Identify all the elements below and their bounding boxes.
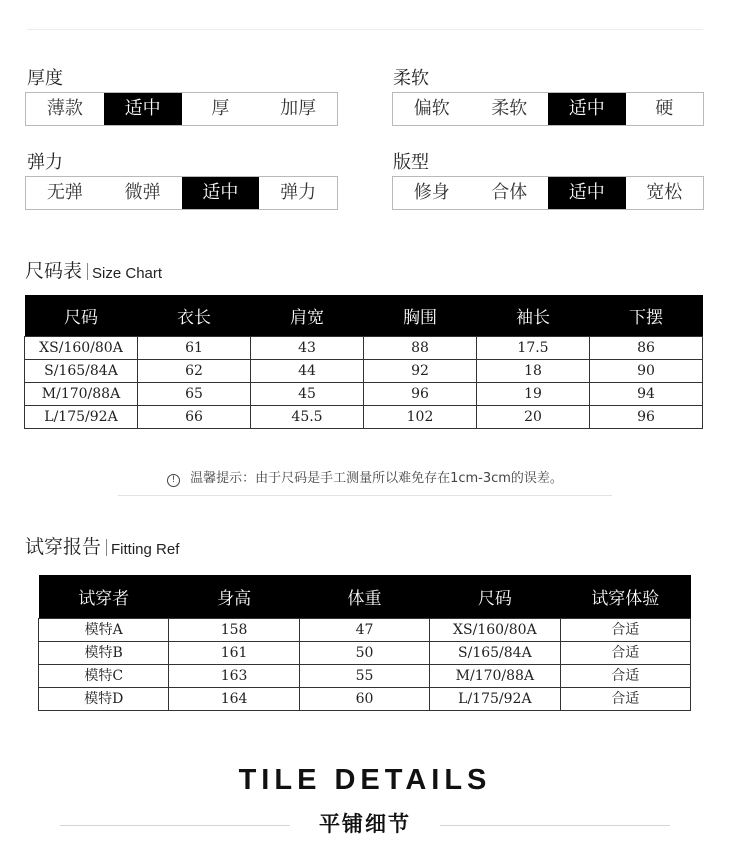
table-cell: L/175/92A [25, 406, 138, 429]
table-cell: 模特B [39, 642, 169, 665]
thickness-option[interactable]: 加厚 [280, 98, 317, 119]
tile-details-subtitle-block [0, 808, 730, 842]
table-cell: M/170/88A [430, 665, 560, 688]
column-header: 身高 [169, 575, 299, 619]
table-cell: 90 [590, 360, 703, 383]
table-cell: S/165/84A [25, 360, 138, 383]
table-header-row [25, 295, 703, 337]
softness-option[interactable]: 适中 [548, 93, 626, 125]
table-cell: 18 [477, 360, 590, 383]
table-cell: 模特D [39, 688, 169, 711]
table-cell: 88 [364, 337, 477, 360]
table-cell: 合适 [560, 665, 690, 688]
table-cell: 61 [138, 337, 251, 360]
table-cell: 19 [477, 383, 590, 406]
notice-text: 温馨提示：由于尺码是手工测量所以难免存在1cm-3cm的误差。 [190, 471, 563, 486]
column-header: 试穿者 [39, 575, 169, 619]
table-row [25, 383, 703, 406]
softness-option[interactable]: 柔软 [491, 98, 528, 119]
table-cell: L/175/92A [430, 688, 560, 711]
table-cell: 50 [299, 642, 429, 665]
fitting-report-heading [25, 532, 179, 559]
table-cell: 164 [169, 688, 299, 711]
table-cell: XS/160/80A [25, 337, 138, 360]
top-divider [27, 29, 703, 30]
column-header: 肩宽 [251, 295, 364, 337]
fitting-report-title-en: Fitting Ref [111, 541, 180, 558]
table-cell: 43 [251, 337, 364, 360]
info-circle-icon: ! [167, 474, 180, 487]
table-cell: S/165/84A [430, 642, 560, 665]
fit-selector [392, 176, 704, 210]
fitting-report-table [38, 575, 691, 711]
table-cell: 161 [169, 642, 299, 665]
table-header-row [39, 575, 691, 619]
tile-details-title: TILE DETAILS [238, 764, 492, 796]
table-row [25, 406, 703, 429]
column-header: 胸围 [364, 295, 477, 337]
heading-separator [106, 539, 107, 556]
tile-details-subtitle: 平铺细节 [319, 812, 411, 836]
heading-separator [87, 263, 88, 280]
table-cell: XS/160/80A [430, 619, 560, 642]
elasticity-option[interactable]: 无弹 [46, 182, 83, 203]
table-row [39, 619, 691, 642]
table-cell: 65 [138, 383, 251, 406]
column-header: 袖长 [477, 295, 590, 337]
table-cell: 86 [590, 337, 703, 360]
column-header: 下摆 [590, 295, 703, 337]
elasticity-option[interactable]: 微弹 [124, 182, 161, 203]
fit-option[interactable]: 修身 [413, 182, 450, 203]
table-cell: 55 [299, 665, 429, 688]
measurement-notice [0, 467, 730, 487]
table-cell: 45 [251, 383, 364, 406]
table-cell: 163 [169, 665, 299, 688]
column-header: 试穿体验 [560, 575, 690, 619]
size-chart-heading [25, 256, 162, 283]
table-cell: 合适 [560, 688, 690, 711]
notice-divider [118, 495, 612, 496]
table-cell: 模特A [39, 619, 169, 642]
elasticity-option[interactable]: 弹力 [280, 182, 317, 203]
thickness-option[interactable]: 适中 [104, 93, 182, 125]
table-row [25, 360, 703, 383]
table-cell: 92 [364, 360, 477, 383]
table-cell: 96 [590, 406, 703, 429]
thickness-selector [25, 92, 338, 126]
column-header: 体重 [299, 575, 429, 619]
thickness-title: 厚度 [27, 68, 63, 89]
size-chart-table [24, 295, 703, 429]
table-cell: M/170/88A [25, 383, 138, 406]
column-header: 尺码 [430, 575, 560, 619]
table-cell: 102 [364, 406, 477, 429]
table-cell: 模特C [39, 665, 169, 688]
size-chart-title-cn: 尺码表 [25, 260, 83, 282]
table-cell: 60 [299, 688, 429, 711]
column-header: 衣长 [138, 295, 251, 337]
table-row [39, 642, 691, 665]
table-cell: 158 [169, 619, 299, 642]
fit-title: 版型 [393, 152, 429, 173]
table-cell: 20 [477, 406, 590, 429]
table-cell: 62 [138, 360, 251, 383]
table-cell: 47 [299, 619, 429, 642]
elasticity-title: 弹力 [27, 152, 63, 173]
softness-option[interactable]: 硬 [655, 98, 674, 119]
table-cell: 17.5 [477, 337, 590, 360]
table-cell: 44 [251, 360, 364, 383]
table-cell: 合适 [560, 619, 690, 642]
thickness-option[interactable]: 薄款 [46, 98, 83, 119]
column-header: 尺码 [25, 295, 138, 337]
softness-selector [392, 92, 704, 126]
fitting-report-title-cn: 试穿报告 [25, 536, 102, 558]
table-cell: 45.5 [251, 406, 364, 429]
fit-option[interactable]: 适中 [548, 177, 626, 209]
fit-option[interactable]: 合体 [491, 182, 528, 203]
size-chart-title-en: Size Chart [92, 265, 163, 282]
table-cell: 94 [590, 383, 703, 406]
softness-option[interactable]: 偏软 [413, 98, 450, 119]
table-cell: 96 [364, 383, 477, 406]
elasticity-selector [25, 176, 338, 210]
table-row [39, 688, 691, 711]
table-row [25, 337, 703, 360]
table-cell: 合适 [560, 642, 690, 665]
thickness-option[interactable]: 厚 [211, 98, 230, 119]
table-row [39, 665, 691, 688]
fit-option[interactable]: 宽松 [646, 182, 683, 203]
softness-title: 柔软 [393, 68, 429, 89]
elasticity-option[interactable]: 适中 [182, 177, 260, 209]
table-cell: 66 [138, 406, 251, 429]
